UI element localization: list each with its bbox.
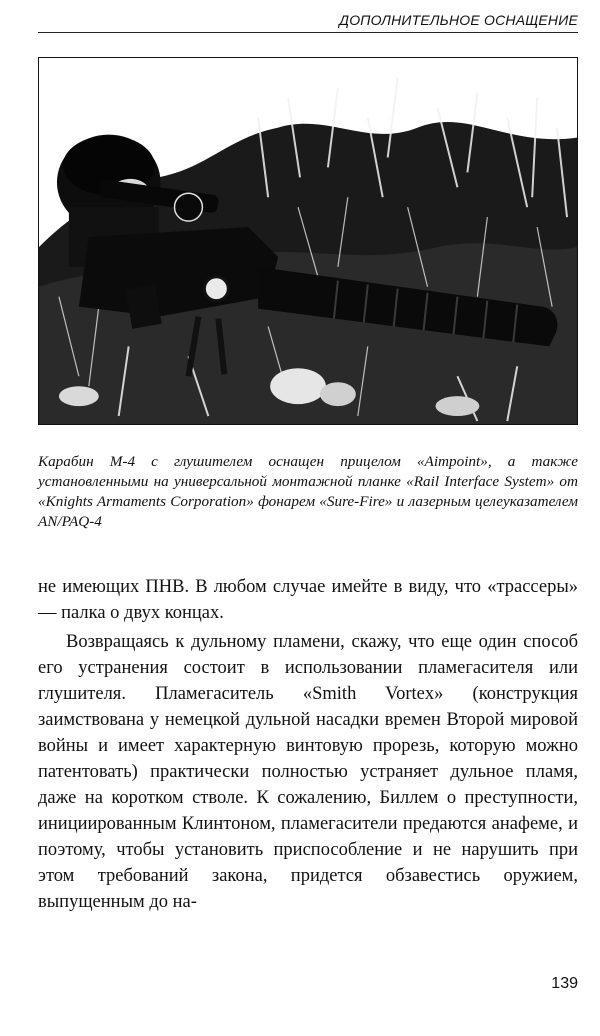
- paragraph-1: не имеющих ПНВ. В любом случае имейте в виду, что «трассеры» — палка о двух концах.: [38, 577, 578, 623]
- running-header: [38, 10, 578, 33]
- page-number: 139: [551, 975, 578, 992]
- figure-photo: [38, 57, 578, 425]
- rifle-photo-illustration: [39, 58, 577, 424]
- section-title: ДОПОЛНИТЕЛЬНОЕ ОСНАЩЕНИЕ: [339, 12, 578, 28]
- paragraph-2: Возвращаясь к дульному пламени, скажу, что еще один способ его устранения состоит в использовании пламегасителя или глушителя. Пламегаситель «Smith Vortex» (конструкция заимствована у немецкой дульной насадки времен Второй мировой войны и имеет характерную винтовую прорезь, которую можно патентовать) практически полностью устраняет дульное пламя, даже на коротком стволе. К сожалению, Биллем о преступности, инициированным Клинтоном, пламегасители предаются анафеме, и поэтому, чтобы установить приспособление и не нарушить при этом требований закона, придется обзавестись оружием, выпущенным до на-: [38, 632, 578, 912]
- body-text: [38, 574, 578, 915]
- figure-caption: Карабин М-4 с глушителем оснащен прицелом «Aimpoint», а также установленными на универсальной монтажной планке «Rail Interface System» от «Knights Armaments Corporation» фонарем «Sure-Fire» и лазерным целеуказателем AN/PAQ-4: [38, 453, 578, 530]
